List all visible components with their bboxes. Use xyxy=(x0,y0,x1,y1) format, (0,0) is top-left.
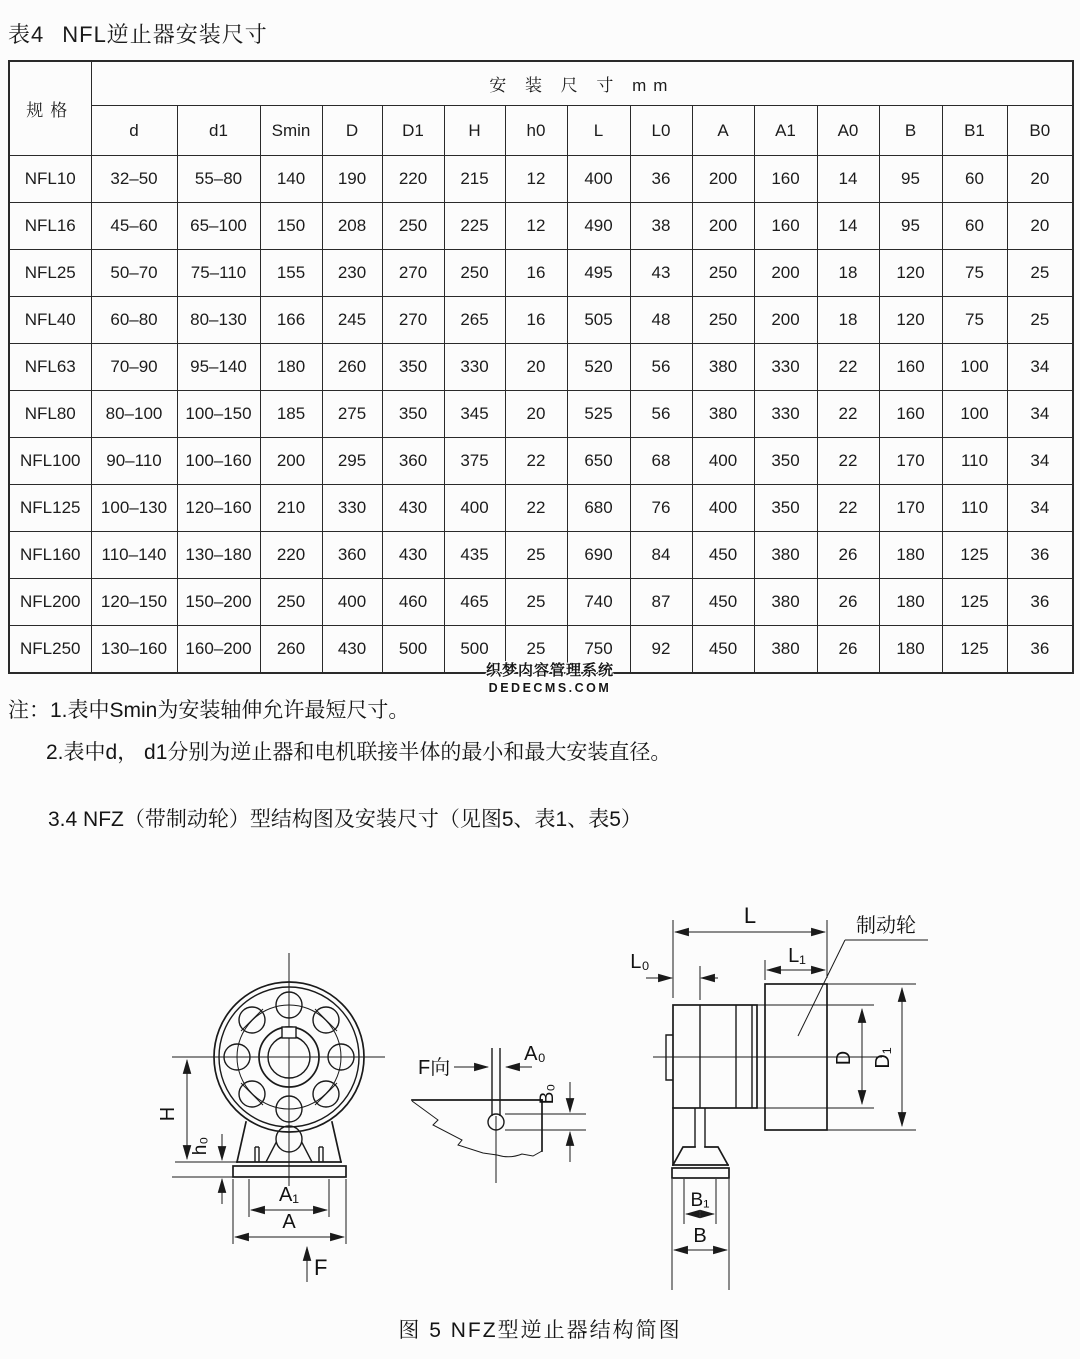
section-heading-3-4: 3.4 NFZ（带制动轮）型结构图及安装尺寸（见图5、表1、表5） xyxy=(48,808,642,831)
value-cell: 400 xyxy=(322,579,382,626)
dim-label-A0: A₀ xyxy=(524,1043,546,1065)
table-row xyxy=(9,532,1073,579)
value-cell: 250 xyxy=(444,250,505,297)
value-cell: 60 xyxy=(942,156,1007,203)
value-cell: 740 xyxy=(567,579,630,626)
value-cell: 350 xyxy=(754,485,817,532)
nfl-dimension-table xyxy=(8,60,1074,674)
value-cell: 18 xyxy=(817,250,879,297)
value-cell: 680 xyxy=(567,485,630,532)
value-cell: 125 xyxy=(942,626,1007,674)
value-cell: 110–140 xyxy=(91,532,177,579)
value-cell: 22 xyxy=(817,485,879,532)
value-cell: 380 xyxy=(692,391,754,438)
value-cell: 120–150 xyxy=(91,579,177,626)
spec-cell: NFL160 xyxy=(9,532,91,579)
spec-cell: NFL200 xyxy=(9,579,91,626)
value-cell: 125 xyxy=(942,532,1007,579)
value-cell: 520 xyxy=(567,344,630,391)
f-direction-detail-drawing xyxy=(412,1043,586,1183)
value-cell: 215 xyxy=(444,156,505,203)
value-cell: 450 xyxy=(692,532,754,579)
value-cell: 20 xyxy=(505,391,567,438)
value-cell: 180 xyxy=(879,532,942,579)
value-cell: 170 xyxy=(879,438,942,485)
keyway xyxy=(282,1027,296,1038)
dim-label-A1: A₁ xyxy=(278,1184,300,1206)
value-cell: 140 xyxy=(260,156,322,203)
column-header-B0: B0 xyxy=(1007,106,1073,156)
dim-label-B1: B₁ xyxy=(690,1190,710,1211)
value-cell: 80–130 xyxy=(177,297,260,344)
value-cell: 60–80 xyxy=(91,297,177,344)
value-cell: 265 xyxy=(444,297,505,344)
side-view-drawing xyxy=(630,903,928,1290)
value-cell: 430 xyxy=(382,485,444,532)
value-cell: 56 xyxy=(630,391,692,438)
value-cell: 185 xyxy=(260,391,322,438)
value-cell: 48 xyxy=(630,297,692,344)
value-cell: 120–160 xyxy=(177,485,260,532)
spec-cell: NFL100 xyxy=(9,438,91,485)
value-cell: 450 xyxy=(692,626,754,674)
value-cell: 210 xyxy=(260,485,322,532)
table-row xyxy=(9,156,1073,203)
value-cell: 95–140 xyxy=(177,344,260,391)
table-body xyxy=(9,156,1073,674)
value-cell: 22 xyxy=(817,391,879,438)
dim-label-D: D xyxy=(833,1050,855,1066)
value-cell: 38 xyxy=(630,203,692,250)
value-cell: 22 xyxy=(817,438,879,485)
value-cell: 330 xyxy=(754,344,817,391)
value-cell: 200 xyxy=(754,297,817,344)
value-cell: 50–70 xyxy=(91,250,177,297)
value-cell: 90–110 xyxy=(91,438,177,485)
value-cell: 166 xyxy=(260,297,322,344)
value-cell: 25 xyxy=(1007,250,1073,297)
spec-cell: NFL16 xyxy=(9,203,91,250)
value-cell: 34 xyxy=(1007,485,1073,532)
value-cell: 12 xyxy=(505,156,567,203)
value-cell: 345 xyxy=(444,391,505,438)
column-header-H: H xyxy=(444,106,505,156)
value-cell: 220 xyxy=(260,532,322,579)
value-cell: 100 xyxy=(942,391,1007,438)
value-cell: 150–200 xyxy=(177,579,260,626)
value-cell: 180 xyxy=(260,344,322,391)
value-cell: 34 xyxy=(1007,391,1073,438)
value-cell: 200 xyxy=(692,156,754,203)
value-cell: 330 xyxy=(754,391,817,438)
value-cell: 430 xyxy=(322,626,382,674)
value-cell: 430 xyxy=(382,532,444,579)
table-row xyxy=(9,250,1073,297)
value-cell: 435 xyxy=(444,532,505,579)
value-cell: 295 xyxy=(322,438,382,485)
watermark-cn: 织梦内容管理系统 xyxy=(486,662,615,679)
value-cell: 500 xyxy=(382,626,444,674)
value-cell: 36 xyxy=(1007,532,1073,579)
value-cell: 230 xyxy=(322,250,382,297)
column-header-L0: L0 xyxy=(630,106,692,156)
value-cell: 380 xyxy=(754,626,817,674)
value-cell: 22 xyxy=(505,485,567,532)
value-cell: 525 xyxy=(567,391,630,438)
value-cell: 450 xyxy=(692,579,754,626)
value-cell: 16 xyxy=(505,297,567,344)
value-cell: 14 xyxy=(817,156,879,203)
value-cell: 160 xyxy=(879,344,942,391)
value-cell: 220 xyxy=(382,156,444,203)
value-cell: 275 xyxy=(322,391,382,438)
value-cell: 160 xyxy=(754,203,817,250)
value-cell: 260 xyxy=(260,626,322,674)
value-cell: 45–60 xyxy=(91,203,177,250)
value-cell: 20 xyxy=(505,344,567,391)
value-cell: 84 xyxy=(630,532,692,579)
part-label-brake-wheel: 制动轮 xyxy=(856,915,916,937)
value-cell: 92 xyxy=(630,626,692,674)
column-header-Smin: Smin xyxy=(260,106,322,156)
spec-cell: NFL40 xyxy=(9,297,91,344)
value-cell: 400 xyxy=(692,438,754,485)
value-cell: 100–160 xyxy=(177,438,260,485)
table-columns-row xyxy=(9,106,1073,156)
value-cell: 155 xyxy=(260,250,322,297)
value-cell: 110 xyxy=(942,438,1007,485)
value-cell: 56 xyxy=(630,344,692,391)
dim-label-h0: h₀ xyxy=(190,1136,211,1156)
table-row xyxy=(9,203,1073,250)
value-cell: 380 xyxy=(692,344,754,391)
table-title-text: NFL逆止器安装尺寸 xyxy=(62,22,268,47)
table-row xyxy=(9,579,1073,626)
value-cell: 160 xyxy=(879,391,942,438)
value-cell: 180 xyxy=(879,626,942,674)
dim-label-F: F xyxy=(314,1255,328,1280)
value-cell: 250 xyxy=(692,297,754,344)
column-header-L: L xyxy=(567,106,630,156)
value-cell: 330 xyxy=(444,344,505,391)
value-cell: 160–200 xyxy=(177,626,260,674)
column-header-d: d xyxy=(91,106,177,156)
value-cell: 25 xyxy=(505,579,567,626)
dim-label-H: H xyxy=(157,1106,179,1122)
value-cell: 20 xyxy=(1007,203,1073,250)
value-cell: 495 xyxy=(567,250,630,297)
dim-label-L: L xyxy=(743,903,757,928)
value-cell: 14 xyxy=(817,203,879,250)
dim-label-B: B xyxy=(693,1225,707,1247)
value-cell: 55–80 xyxy=(177,156,260,203)
table-title-number: 表4 xyxy=(8,22,45,47)
column-header-A1: A1 xyxy=(754,106,817,156)
value-cell: 245 xyxy=(322,297,382,344)
value-cell: 120 xyxy=(879,297,942,344)
value-cell: 750 xyxy=(567,626,630,674)
value-cell: 100 xyxy=(942,344,1007,391)
table-row xyxy=(9,344,1073,391)
column-header-d1: d1 xyxy=(177,106,260,156)
value-cell: 200 xyxy=(692,203,754,250)
value-cell: 400 xyxy=(444,485,505,532)
dim-label-A: A xyxy=(282,1211,296,1233)
value-cell: 76 xyxy=(630,485,692,532)
value-cell: 380 xyxy=(754,579,817,626)
value-cell: 22 xyxy=(817,344,879,391)
value-cell: 70–90 xyxy=(91,344,177,391)
value-cell: 26 xyxy=(817,626,879,674)
value-cell: 260 xyxy=(322,344,382,391)
value-cell: 18 xyxy=(817,297,879,344)
value-cell: 200 xyxy=(754,250,817,297)
value-cell: 34 xyxy=(1007,438,1073,485)
front-view-drawing xyxy=(157,953,385,1282)
table-title xyxy=(8,18,268,49)
value-cell: 25 xyxy=(505,626,567,674)
watermark xyxy=(486,662,614,696)
span-header-install-dims: 安 装 尺 寸 mm xyxy=(91,61,1073,106)
value-cell: 22 xyxy=(505,438,567,485)
value-cell: 330 xyxy=(322,485,382,532)
value-cell: 250 xyxy=(382,203,444,250)
column-header-A: A xyxy=(692,106,754,156)
dim-label-L0: L₀ xyxy=(630,951,650,973)
value-cell: 100–130 xyxy=(91,485,177,532)
watermark-en: DEDECMS.COM xyxy=(488,680,612,695)
value-cell: 80–100 xyxy=(91,391,177,438)
value-cell: 250 xyxy=(260,579,322,626)
value-cell: 400 xyxy=(567,156,630,203)
value-cell: 380 xyxy=(754,532,817,579)
value-cell: 270 xyxy=(382,250,444,297)
value-cell: 125 xyxy=(942,579,1007,626)
table-row xyxy=(9,485,1073,532)
value-cell: 20 xyxy=(1007,156,1073,203)
column-header-B1: B1 xyxy=(942,106,1007,156)
value-cell: 160 xyxy=(754,156,817,203)
value-cell: 60 xyxy=(942,203,1007,250)
spec-cell: NFL25 xyxy=(9,250,91,297)
value-cell: 225 xyxy=(444,203,505,250)
column-header-B: B xyxy=(879,106,942,156)
value-cell: 68 xyxy=(630,438,692,485)
value-cell: 12 xyxy=(505,203,567,250)
table-row xyxy=(9,297,1073,344)
dim-label-L1: L₁ xyxy=(788,945,806,967)
installation-dimensions-table xyxy=(8,60,1074,674)
dim-label-B0: B₀ xyxy=(537,1083,558,1105)
value-cell: 87 xyxy=(630,579,692,626)
value-cell: 36 xyxy=(630,156,692,203)
value-cell: 75 xyxy=(942,297,1007,344)
value-cell: 250 xyxy=(692,250,754,297)
value-cell: 26 xyxy=(817,579,879,626)
value-cell: 120 xyxy=(879,250,942,297)
dim-label-D1: D₁ xyxy=(872,1047,894,1069)
value-cell: 350 xyxy=(754,438,817,485)
corner-header-spec: 规格 xyxy=(9,61,91,156)
value-cell: 360 xyxy=(322,532,382,579)
value-cell: 95 xyxy=(879,203,942,250)
spec-cell: NFL250 xyxy=(9,626,91,674)
table-row xyxy=(9,391,1073,438)
value-cell: 180 xyxy=(879,579,942,626)
view-label-F-direction: F向 xyxy=(418,1057,451,1079)
value-cell: 100–150 xyxy=(177,391,260,438)
value-cell: 26 xyxy=(817,532,879,579)
table-note-2: 2.表中d， d1分别为逆止器和电机联接半体的最小和最大安装直径。 xyxy=(46,741,672,764)
value-cell: 190 xyxy=(322,156,382,203)
value-cell: 690 xyxy=(567,532,630,579)
value-cell: 208 xyxy=(322,203,382,250)
value-cell: 490 xyxy=(567,203,630,250)
value-cell: 36 xyxy=(1007,579,1073,626)
value-cell: 65–100 xyxy=(177,203,260,250)
value-cell: 350 xyxy=(382,344,444,391)
value-cell: 36 xyxy=(1007,626,1073,674)
column-header-h0: h0 xyxy=(505,106,567,156)
value-cell: 25 xyxy=(505,532,567,579)
spec-cell: NFL63 xyxy=(9,344,91,391)
value-cell: 650 xyxy=(567,438,630,485)
value-cell: 465 xyxy=(444,579,505,626)
value-cell: 16 xyxy=(505,250,567,297)
figure-5-diagram xyxy=(0,870,1080,1306)
value-cell: 360 xyxy=(382,438,444,485)
spec-cell: NFL80 xyxy=(9,391,91,438)
value-cell: 130–180 xyxy=(177,532,260,579)
spec-cell: NFL10 xyxy=(9,156,91,203)
value-cell: 130–160 xyxy=(91,626,177,674)
value-cell: 25 xyxy=(1007,297,1073,344)
value-cell: 75–110 xyxy=(177,250,260,297)
value-cell: 170 xyxy=(879,485,942,532)
column-header-D1: D1 xyxy=(382,106,444,156)
spec-cell: NFL125 xyxy=(9,485,91,532)
figure-caption: 图 5 NFZ型逆止器结构简图 xyxy=(398,1319,682,1342)
value-cell: 34 xyxy=(1007,344,1073,391)
value-cell: 270 xyxy=(382,297,444,344)
value-cell: 460 xyxy=(382,579,444,626)
value-cell: 375 xyxy=(444,438,505,485)
value-cell: 95 xyxy=(879,156,942,203)
value-cell: 32–50 xyxy=(91,156,177,203)
value-cell: 500 xyxy=(444,626,505,674)
value-cell: 350 xyxy=(382,391,444,438)
table-note-1: 注：1.表中Smin为安装轴伸允许最短尺寸。 xyxy=(8,699,410,722)
value-cell: 505 xyxy=(567,297,630,344)
value-cell: 110 xyxy=(942,485,1007,532)
column-header-A0: A0 xyxy=(817,106,879,156)
value-cell: 400 xyxy=(692,485,754,532)
value-cell: 150 xyxy=(260,203,322,250)
value-cell: 200 xyxy=(260,438,322,485)
value-cell: 43 xyxy=(630,250,692,297)
column-header-D: D xyxy=(322,106,382,156)
value-cell: 75 xyxy=(942,250,1007,297)
table-row xyxy=(9,438,1073,485)
